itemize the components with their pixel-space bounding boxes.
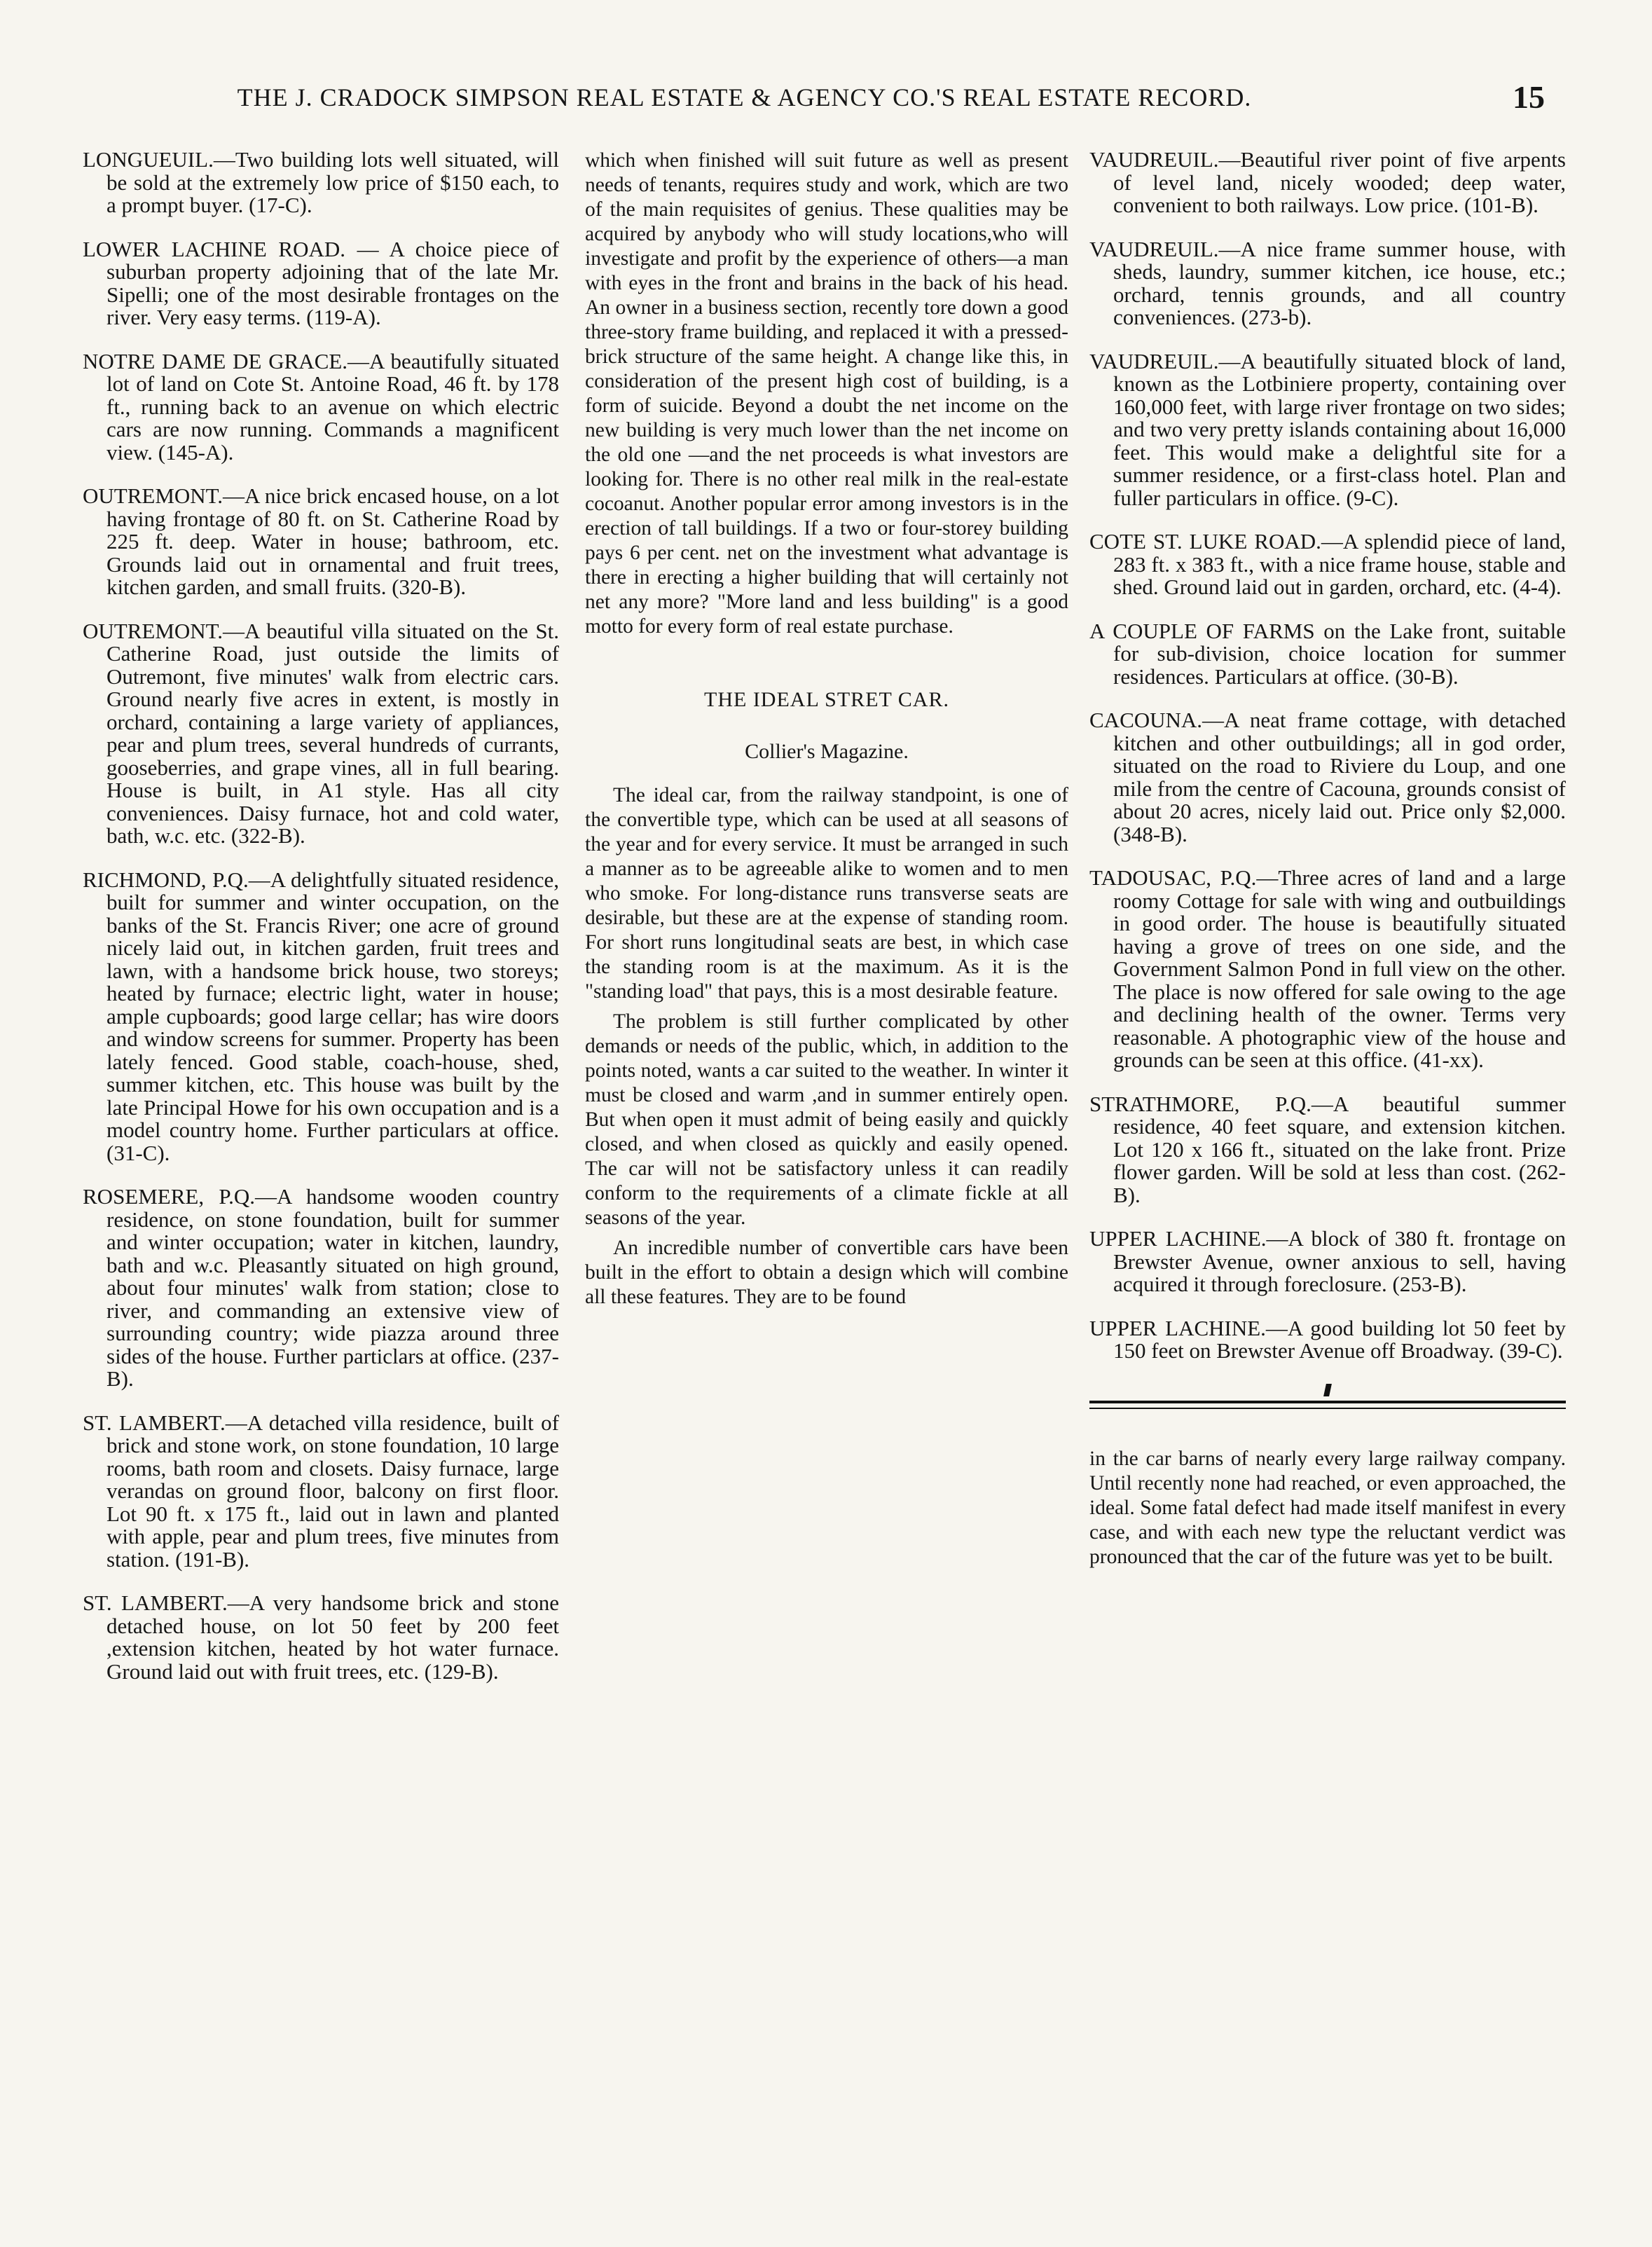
- divider-rule-thick: [1089, 1401, 1566, 1403]
- listing-st-lambert-2: ST. LAMBERT.—A very handsome brick and stone detached house, on lot 50 feet by 200 feet ,extension kitchen, heated by hot water furnace. Ground laid out with fruit trees, etc. (129-B).: [83, 1590, 559, 1684]
- listing-vaudreuil-2: VAUDREUIL.—A nice frame summer house, with sheds, laundry, summer kitchen, ice house, etc.; orchard, tennis grounds, and all country conveniences. (273-b).: [1089, 236, 1566, 329]
- section-divider: [1089, 1391, 1566, 1419]
- article-continuation: in the car barns of nearly every large railway company. Until recently none had reached, or even approached, the ideal. Some fatal defect had made itself manifest in every case, and with each new type the reluctant verdict was pronounced that the car of the future was yet to be built.: [1089, 1447, 1566, 1568]
- listing-outremont-2: OUTREMONT.—A beautiful villa situated on the St. Catherine Road, just outside the limits of Outremont, five minutes' walk from electric cars. Ground nearly five acres in extent, is mostly in orchard, containing a large variety of appliances, pear and plum trees, several hundreds of currants, gooseberries, and grape vines, all in full bearing. House is built, in A1 style. Has all city conveniences. Daisy furnace, hot and cold water, bath, w.c. etc. (322-B).: [83, 618, 559, 848]
- article-source: Collier's Magazine.: [745, 740, 909, 763]
- listing-richmond: RICHMOND, P.Q.—A delightfully situated residence, built for summer and winter occupation, on the banks of the St. Francis River; one acre of ground nicely laid out, in kitchen garden, fruit trees and lawn, with a handsome brick house, two storeys; heated by furnace; electric light, water in house; ample cupboards; good large cellar; has wire doors and window screens for summer. Property has been lately fenced. Good stable, coach-house, shed, summer kitchen, etc. This house was built by the late Principal Howe for his own occupation and is a model country home. Further particulars at office. (31-C).: [83, 867, 559, 1165]
- article-paragraph: The problem is still further complicated by other demands or needs of the public, which, in addition to the points noted, wants a car suited to the weather. In winter it must be closed and warm ,and in summer entirely open. But when open it must admit of being easily and quickly closed, and when closed as quickly and easily opened. The car will not be satisfactory unless it can readily conform to the requirements of a climate fickle at all seasons of the year.: [585, 1010, 1068, 1229]
- listing-tadousac: TADOUSAC, P.Q.—Three acres of land and a large roomy Cottage for sale with wing and outbuildings in good order. The house is beautifully situated having a grove of trees on one side, and the Government Salmon Pond in full view on the other. The place is now offered for sale owing to the age and declining health of the owner. Terms very reasonable. A photographic view of the house and grounds can be seen at this office. (41-xx).: [1089, 865, 1566, 1072]
- page-number: 15: [1513, 79, 1545, 115]
- listing-outremont-1: OUTREMONT.—A nice brick encased house, on a lot having frontage of 80 ft. on St. Catherine Road by 225 ft. deep. Water in house; bathroom, etc. Grounds laid out in ornamental and fruit trees, kitchen garden, and small fruits. (320-B).: [83, 483, 559, 599]
- listing-cacouna: CACOUNA.—A neat frame cottage, with detached kitchen and other outbuildings; all in god order, situated on the road to Riviere du Loup, and one mile from the centre of Cacouna, grounds consist of about 20 acres, nicely laid out. Price only $2,000. (348-B).: [1089, 708, 1566, 846]
- column-right: [1089, 149, 1566, 1575]
- listing-cote-st-luke-road: COTE ST. LUKE ROAD.—A splendid piece of land, 283 ft. x 383 ft., with a nice frame house, stable and shed. Ground laid out in garden, orchard, etc. (4-4).: [1089, 529, 1566, 599]
- divider-mark: [1323, 1384, 1332, 1396]
- column-left: [83, 149, 559, 1704]
- page-header: [84, 79, 1545, 125]
- listing-vaudreuil-1: VAUDREUIL.—Beautiful river point of five arpents of level land, nicely wooded; deep water, convenient to both railways. Low price. (101-B).: [1089, 147, 1566, 217]
- listing-rosemere: ROSEMERE, P.Q.—A handsome wooden country residence, on stone foundation, built for summer and winter occupation; water in kitchen, laundry, bath and w.c. Pleasantly situated on high ground, about four minutes' walk from station; close to river, and commanding an extensive view of surrounding country; wide piazza around three sides of the house. Further particlars at office. (237-B).: [83, 1184, 559, 1391]
- article-paragraph: The ideal car, from the railway standpoint, is one of the convertible type, which can be used at all seasons of the year and for every service. It must be arranged in such a manner as to be agreeable alike to women and to men who smoke. For long-distance runs transverse seats are desirable, but these are at the expense of standing room. For short runs longitudinal seats are best, in which case the standing room is at the maximum. As it is the "standing load" that pays, this is a most desirable feature.: [585, 784, 1068, 1003]
- listing-couple-of-farms: A COUPLE OF FARMS on the Lake front, suitable for sub-division, choice location for summer residences. Particulars at office. (30-B).: [1089, 618, 1566, 689]
- article-paragraph: An incredible number of convertible cars have been built in the effort to obtain a design which will combine all these features. They are to be found: [585, 1237, 1068, 1308]
- listing-upper-lachine-1: UPPER LACHINE.—A block of 380 ft. frontage on Brewster Avenue, owner anxious to sell, having acquired it through foreclosure. (253-B).: [1089, 1226, 1566, 1296]
- editorial-continuation: which when finished will suit future as well as present needs of tenants, requires study and work, which are two of the main requisites of genius. These qualities may be acquired by anybody who will study locations,who will investigate and profit by the experience of others—a man with eyes in the front and brains in the back of his head. An owner in a business section, recently tore down a good three-story frame building, and replaced it with a pressed-brick structure of the same height. A change like this, in consideration of the present high cost of building, is a form of suicide. Beyond a doubt the net income on the new building is very much lower than the net income on the old one —and the net proceeds is what investors are looking for. There is no other real milk in the real-estate cocoanut. Another popular error among investors is in the erection of tall buildings. If a two or four-storey building pays 6 per cent. net on the investment what advantage is there in erecting a higher building that will certainly not net any more? "More land and less building" is a good motto for every form of real estate purchase.: [585, 149, 1068, 638]
- column-middle: [585, 149, 1068, 1315]
- article-title: THE IDEAL STRET CAR.: [704, 688, 949, 711]
- listing-upper-lachine-2: UPPER LACHINE.—A good building lot 50 feet by 150 feet on Brewster Avenue off Broadway. (39-C).: [1089, 1315, 1566, 1363]
- listing-lower-lachine-road: LOWER LACHINE ROAD. — A choice piece of suburban property adjoining that of the late Mr. Sipelli; one of the most desirable frontages on the river. Very easy terms. (119-A).: [83, 236, 559, 329]
- divider-rule-thin: [1089, 1408, 1566, 1409]
- running-head: THE J. CRADOCK SIMPSON REAL ESTATE & AGENCY CO.'S REAL ESTATE RECORD.: [237, 83, 1252, 111]
- listing-vaudreuil-3: VAUDREUIL.—A beautifully situated block of land, known as the Lotbiniere property, containing over 160,000 feet, with large river frontage on two sides; and two very pretty islands containing about 16,000 feet. This would make a delightful site for a summer residence, or a first-class hotel. Plan and fuller particulars in office. (9-C).: [1089, 348, 1566, 510]
- listing-st-lambert-1: ST. LAMBERT.—A detached villa residence, built of brick and stone work, on stone foundation, 10 large rooms, bath room and closets. Daisy furnace, large verandas on ground floor, balcony on first floor. Lot 90 ft. x 175 ft., laid out in lawn and planted with apple, pear and plum trees, five minutes from station. (191-B).: [83, 1410, 559, 1572]
- listing-notre-dame-de-grace: NOTRE DAME DE GRACE.—A beautifully situated lot of land on Cote St. Antoine Road, 46 ft. by 178 ft., running back to an avenue on which electric cars are now running. Commands a magnificent view. (145-A).: [83, 348, 559, 465]
- listing-strathmore: STRATHMORE, P.Q.—A beautiful summer residence, 40 feet square, and extension kitchen. Lot 120 x 166 ft., situated on the lake front. Prize flower garden. Will be sold at less than cost. (262-B).: [1089, 1091, 1566, 1207]
- listing-longueuil: LONGUEUIL.—Two building lots well situated, will be sold at the extremely low price of $150 each, to a prompt buyer. (17-C).: [83, 147, 559, 217]
